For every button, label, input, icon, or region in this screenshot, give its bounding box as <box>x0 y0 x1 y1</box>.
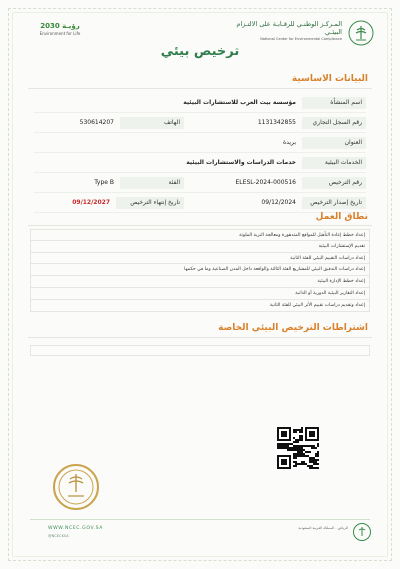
activity-item: إعداد دراسات التدقيق البيئي للمشاريع الفئة الثالثة والواقعة داخل المدن الصناعية وما في حكمها <box>30 264 370 276</box>
establishment-value: مؤسسة بيت العرب للاستشارات البيئية <box>183 99 296 106</box>
activity-item: إعداد التقارير البيئية الدورية أو الذاتية <box>30 288 370 300</box>
footer-website: WWW.NCEC.GOV.SA <box>48 526 104 531</box>
conditions-box <box>30 345 370 356</box>
table-row <box>34 193 366 213</box>
page-title: ترخيص بيئي <box>160 44 240 59</box>
phone-value: 530614207 <box>79 119 114 126</box>
services-value: خدمات الدراسات والاستشارات البيئية <box>186 159 296 166</box>
ncec-name-en: National Center for Environmental Compliance <box>260 37 342 41</box>
footer-divider <box>30 519 370 520</box>
address-label: العنوان <box>302 137 366 149</box>
seal-icon <box>50 462 102 512</box>
ncec-name-ar: المـركـز الوطنـي للرقـابـة على الالتـزام البيئـي <box>236 20 342 36</box>
activity-item: تقديم الإستشارات البيئية <box>30 241 370 253</box>
license-no-label: رقم الترخيص <box>302 177 366 189</box>
address-value: بريدة <box>283 139 296 146</box>
activity-item: إعداد دراسات التقييم البيئي للفئة الثانية <box>30 253 370 265</box>
phone-label: الهاتف <box>120 117 184 129</box>
table-row <box>34 173 366 193</box>
conditions-heading: اشتراطات الترخيص البيئي الخاصة <box>218 323 368 333</box>
license-no-value: ELESL-2024-000516 <box>235 179 296 186</box>
divider <box>28 225 372 226</box>
qr-code <box>277 427 319 469</box>
activity-item: إعداد خطط الإدارة البيئية <box>30 276 370 288</box>
footer-social: @NCECKSA <box>48 534 69 538</box>
table-row <box>34 93 366 113</box>
basic-data-heading: البيانات الاساسية <box>291 74 368 84</box>
ncec-footer-icon <box>352 522 372 542</box>
vision-logo-text: رؤيـة 2030 <box>40 22 80 30</box>
activity-item: إعداد خطط إعادة التأهيل للمواقع المتدهورة ومعالجة التربة الملوثة <box>30 229 370 241</box>
scope-heading: نطاق العمل <box>315 212 368 222</box>
activity-item: إعداد وتقديم دراسات تقييم الأثر البيئي للفئة الثانية <box>30 300 370 312</box>
divider <box>28 337 372 338</box>
table-row <box>34 133 366 153</box>
issue-date-label: تاريخ إصدار الترخيص <box>302 197 366 209</box>
official-seal <box>50 462 102 512</box>
services-label: الخدمات البيئية <box>302 157 366 169</box>
table-row <box>34 113 366 133</box>
table-row <box>34 153 366 173</box>
issue-date-value: 09/12/2024 <box>261 199 296 206</box>
vision-2030-logo <box>30 22 90 36</box>
vision-tagline: Environment for Life <box>39 31 81 36</box>
expiry-date-value: 09/12/2027 <box>72 199 110 206</box>
palm-emblem-icon <box>348 20 374 46</box>
cr-label: رقم السجل التجاري <box>302 117 366 129</box>
category-value: Type B <box>94 179 114 186</box>
footer-contact: الرياض - المملكة العربية السعودية <box>298 526 348 530</box>
expiry-date-label: تاريخ إنتهاء الترخيص <box>116 197 184 209</box>
basic-data-table <box>34 93 366 213</box>
category-label: الفئة <box>120 177 184 189</box>
activities-list <box>30 229 370 312</box>
cr-value: 1131342855 <box>257 119 296 126</box>
establishment-label: اسم المنشأة <box>302 97 366 109</box>
divider <box>28 88 372 89</box>
